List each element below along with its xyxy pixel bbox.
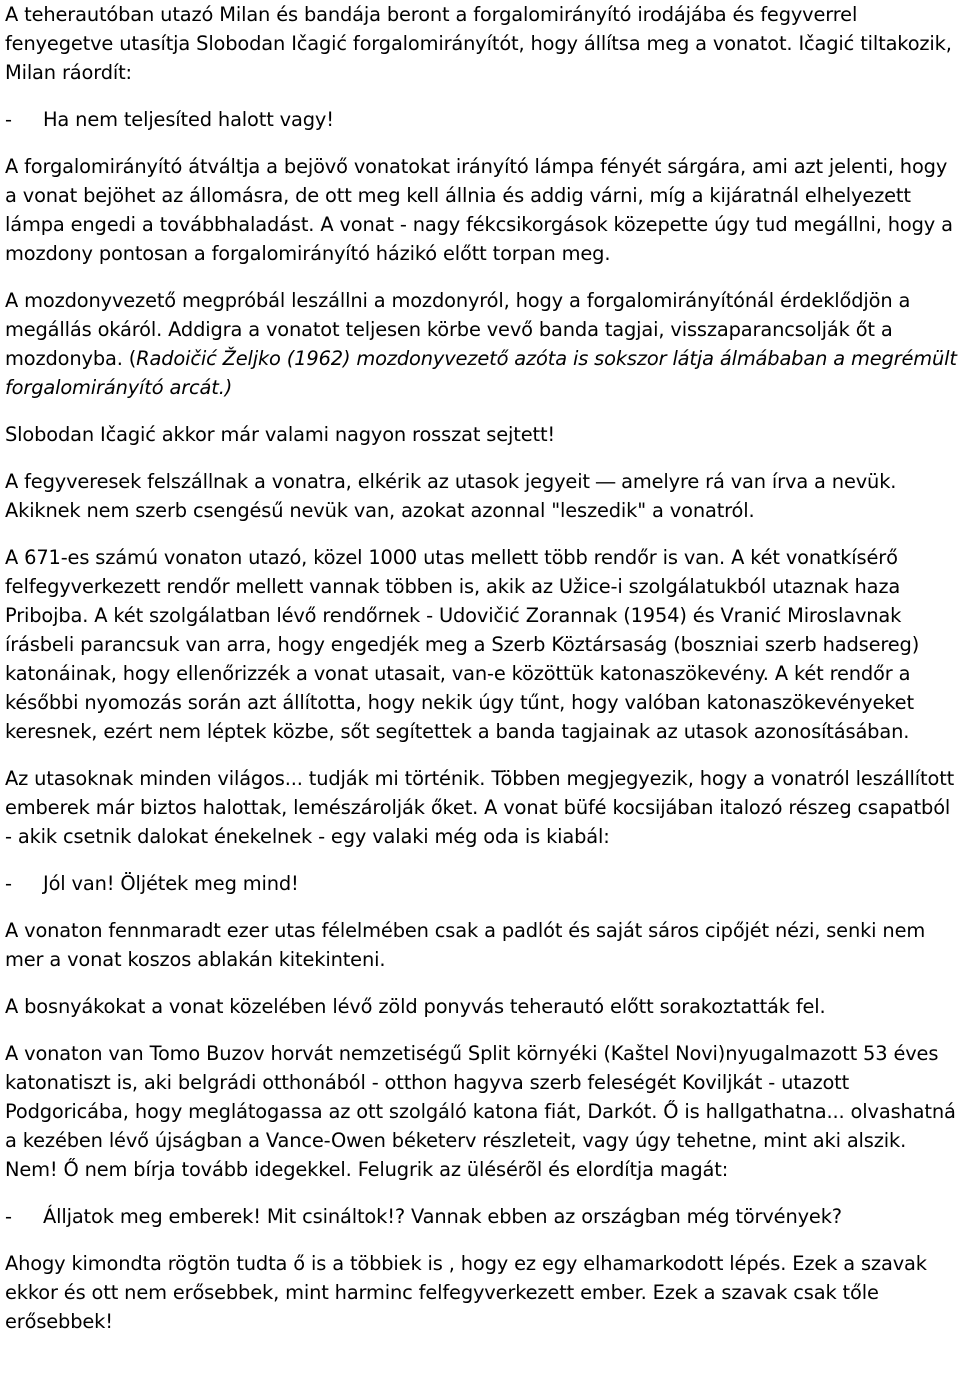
paragraph-engine-driver (5, 286, 960, 402)
paragraph-text: A mozdonyvezető megpróbál leszállni a mozdonyról, hogy a forgalomirányítónál érdeklődjön a megállás okáról. Addigra a vonatot teljesen körbe vevő banda tagjai, visszaparancsolják őt a mozdonyba. ( (5, 289, 911, 370)
paragraph-police: A 671-es számú vonaton utazó, közel 1000 utas mellett több rendőr is van. A két vonatkísérő felfegyverkezett rendőr mellett vannak többen is, akik az Užice-i szolgálatukból utaznak haza Pribojba. A két szolgálatban lévő rendőrnek - Udovičić Zorannak (1954) és Vranić Miroslavnak írásbeli parancsuk van arra, hogy engedjék meg a Szerb Köztársaság (boszniai szerb hadsereg) katonáinak, hogy ellenőrizzék a vonat utasait, van-e közöttük katonaszökevény. A két rendőr a későbbi nyomozás során azt állította, hogy nekik úgy tűnt, hogy valóban katonaszökevényeket keresnek, ezért nem léptek közbe, sőt segítettek a banda tagjainak az utasok azonosításában. (5, 546, 920, 743)
dash-mark: - (5, 108, 12, 131)
dialogue-line-2 (5, 869, 960, 898)
paragraph-intro: A teherautóban utazó Milan és bandája beront a forgalomirányító irodájába és fegyverrel fenyegetve utasítja Slobodan Ičagić forgalomirányítót, hogy állítsa meg a vonatot. Ičagić tiltakozik, Milan ráordít: (5, 3, 952, 84)
dash-mark: - (5, 872, 12, 895)
paragraph-signal-light: A forgalomirányító átváltja a bejövő vonatokat irányító lámpa fényét sárgára, ami azt jelenti, hogy a vonat bejöhet az állomásra, de ott meg kell állnia és addig várni, míg a kijáratnál elhelyezett lámpa engedi a továbbhaladást. A vonat - nagy fékcsikorgások közepette úgy tud megállni, hogy a mozdony pontosan a forgalomirányító házikó előtt torpan meg. (5, 155, 953, 265)
paragraph-bosniaks: A bosnyákokat a vonat közelében lévő zöld ponyvás teherautó előtt sorakoztatták fel. (5, 995, 826, 1018)
paragraph-passengers: Az utasoknak minden világos... tudják mi történik. Többen megjegyezik, hogy a vonatról leszállított emberek már biztos halottak, lemészárolják őket. A vonat büfé kocsijában italozó részeg csapatból - akik csetnik dalokat énekelnek - egy valaki még oda is kiabál: (5, 767, 955, 848)
italic-note: Radoičić Željko (1962) mozdonyvezető azóta is sokszor látja álmábaban a megrémült forgalomirányító arcát. (5, 347, 957, 399)
dialogue-line-1 (5, 105, 960, 134)
dialogue-text: Ha nem teljesíted halott vagy! (43, 108, 334, 131)
paragraph-tomo-buzov: A vonaton van Tomo Buzov horvát nemzetiségű Split környéki (Kaštel Novi)nyugalmazott 53 éves katonatiszt is, aki belgrádi otthonából - otthon hagyva szerb feleségét Koviljkát - utazott Podgoricába, hogy meglátogassa az ott szolgáló katona fiát, Darkót. Ő is hallgathatna... olvashatná a kezében lévő újságban a Vance-Owen béketerv részleteit, vagy úgy tehetne, mint aki alszik. Nem! Ő nem bírja tovább idegekkel. Felugrik az ülésérõl és elordítja magát: (5, 1042, 956, 1181)
dialogue-text: Álljatok meg emberek! Mit csináltok!? Vannak ebben az országban még törvények? (43, 1205, 842, 1228)
closing-paren: ) (224, 376, 233, 399)
paragraph-icagic: Slobodan Ičagić akkor már valami nagyon rosszat sejtett! (5, 423, 556, 446)
dialogue-text: Jól van! Öljétek meg mind! (43, 872, 299, 895)
paragraph-tickets: A fegyveresek felszállnak a vonatra, elkérik az utasok jegyeit ― amelyre rá van írva a nevük. Akiknek nem szerb csengésű nevük van, azokat azonnal "leszedik" a vonatról. (5, 470, 897, 522)
dash-mark: - (5, 1205, 12, 1228)
paragraph-conclusion: Ahogy kimondta rögtön tudta ő is a többiek is , hogy ez egy elhamarkodott lépés. Ezek a szavak ekkor és ott nem erősebbek, mint harminc felfegyverkezett ember. Ezek a szavak csak tőle erősebbek! (5, 1252, 927, 1333)
paragraph-fear: A vonaton fennmaradt ezer utas félelmében csak a padlót és saját sáros cipőjét nézi, senki nem mer a vonat koszos ablakán kitekinteni. (5, 919, 926, 971)
document-page (5, 0, 960, 1336)
dialogue-line-3 (5, 1202, 960, 1231)
